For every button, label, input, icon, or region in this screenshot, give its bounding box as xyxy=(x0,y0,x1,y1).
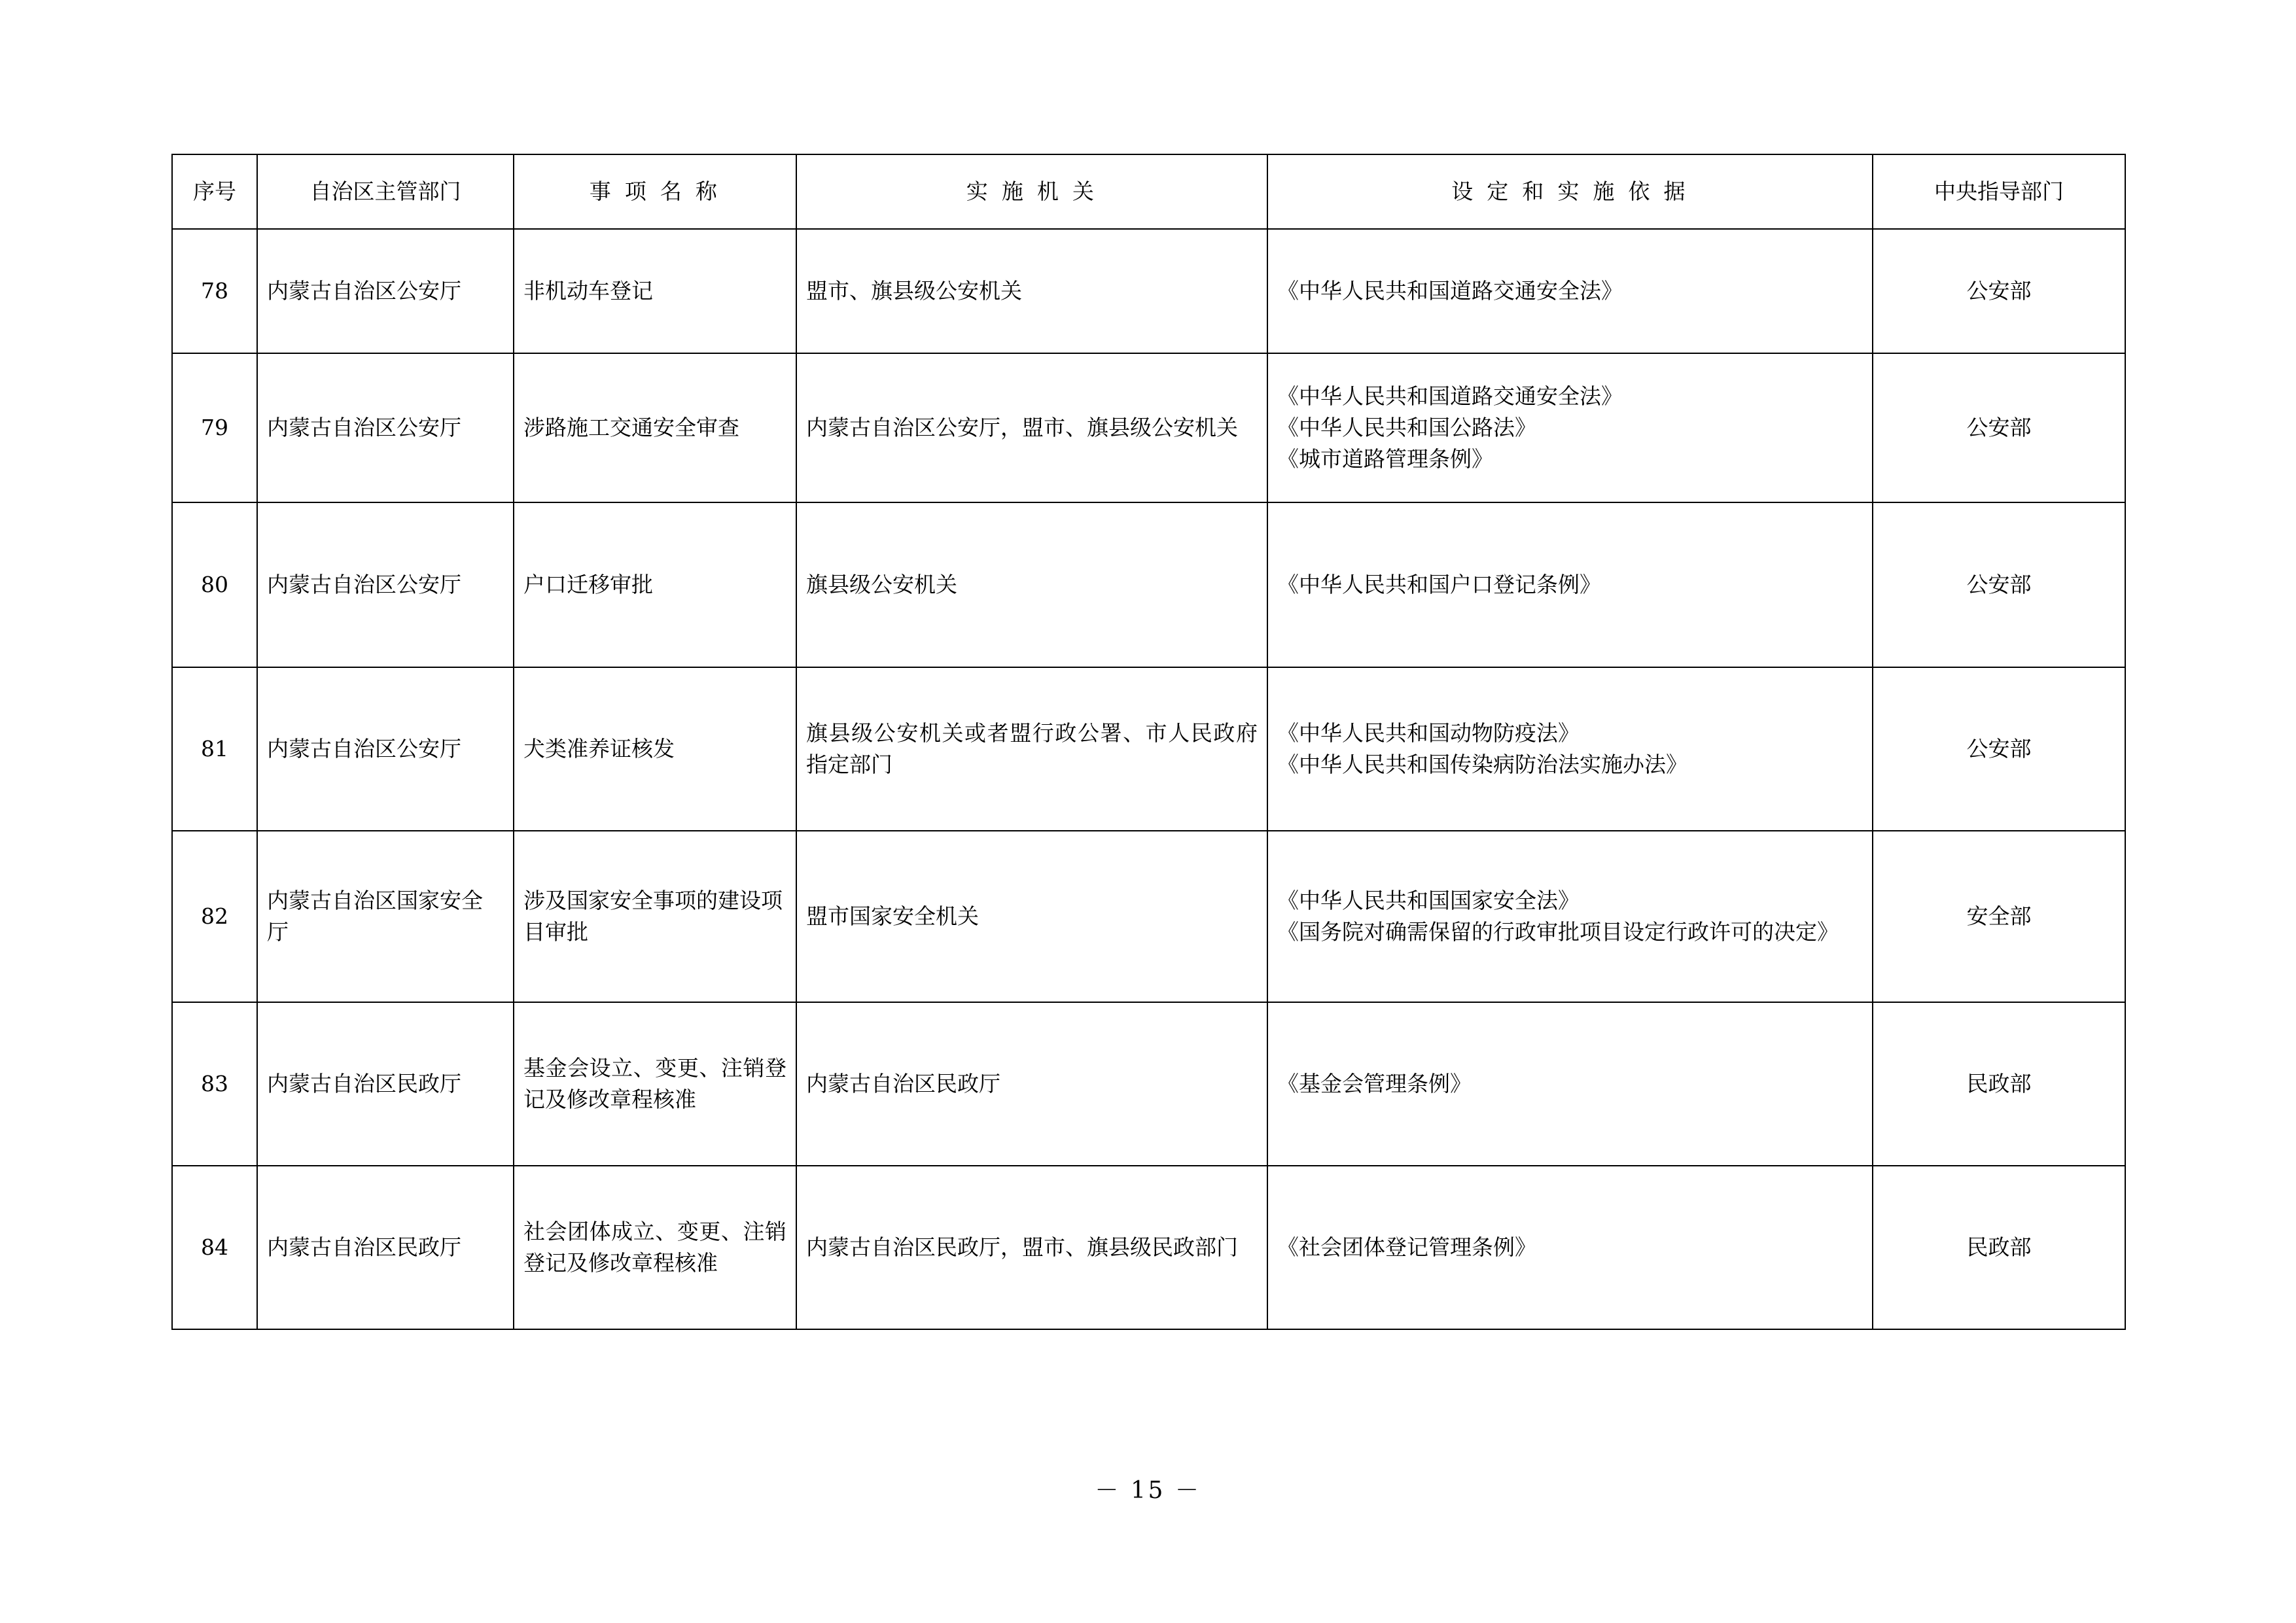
cell-basis xyxy=(1267,353,1873,502)
basis-line: 《基金会管理条例》 xyxy=(1277,1071,1472,1097)
cell-item-name: 涉及国家安全事项的建设项目审批 xyxy=(514,831,796,1002)
cell-item-name: 基金会设立、变更、注销登记及修改章程核准 xyxy=(514,1002,796,1166)
cell-department: 内蒙古自治区公安厅 xyxy=(257,353,514,502)
basis-line: 《中华人民共和国动物防疫法》 xyxy=(1277,720,1580,746)
table-row xyxy=(172,1002,2125,1166)
cell-department: 内蒙古自治区民政厅 xyxy=(257,1166,514,1329)
table-header-row xyxy=(172,154,2125,229)
administrative-items-table-wrapper xyxy=(171,154,2125,1330)
column-header-seq: 序号 xyxy=(172,154,257,229)
cell-central-department: 公安部 xyxy=(1873,667,2125,831)
column-header-basis: 设 定 和 实 施 依 据 xyxy=(1267,154,1873,229)
column-header-department: 自治区主管部门 xyxy=(257,154,514,229)
cell-basis xyxy=(1267,1166,1873,1329)
cell-seq: 82 xyxy=(172,831,257,1002)
cell-implementing-organ: 旗县级公安机关 xyxy=(796,502,1267,667)
cell-basis xyxy=(1267,831,1873,1002)
cell-seq: 80 xyxy=(172,502,257,667)
cell-basis xyxy=(1267,667,1873,831)
basis-line: 《中华人民共和国传染病防治法实施办法》 xyxy=(1277,752,1687,777)
cell-central-department: 公安部 xyxy=(1873,229,2125,353)
cell-seq: 83 xyxy=(172,1002,257,1166)
cell-basis xyxy=(1267,502,1873,667)
cell-item-name: 社会团体成立、变更、注销登记及修改章程核准 xyxy=(514,1166,796,1329)
cell-department: 内蒙古自治区民政厅 xyxy=(257,1002,514,1166)
table-body xyxy=(172,229,2125,1329)
cell-central-department: 民政部 xyxy=(1873,1166,2125,1329)
cell-implementing-organ: 盟市、旗县级公安机关 xyxy=(796,229,1267,353)
cell-implementing-organ: 内蒙古自治区民政厅 xyxy=(796,1002,1267,1166)
table-row xyxy=(172,229,2125,353)
cell-seq: 84 xyxy=(172,1166,257,1329)
table-row xyxy=(172,667,2125,831)
cell-department: 内蒙古自治区公安厅 xyxy=(257,667,514,831)
column-header-implementing-organ: 实 施 机 关 xyxy=(796,154,1267,229)
column-header-item-name: 事 项 名 称 xyxy=(514,154,796,229)
basis-line: 《中华人民共和国道路交通安全法》 xyxy=(1277,383,1623,410)
administrative-items-table xyxy=(171,154,2126,1330)
table-row xyxy=(172,1166,2125,1329)
cell-seq: 81 xyxy=(172,667,257,831)
cell-department: 内蒙古自治区国家安全厅 xyxy=(257,831,514,1002)
cell-implementing-organ: 盟市国家安全机关 xyxy=(796,831,1267,1002)
table-row xyxy=(172,353,2125,502)
cell-central-department: 公安部 xyxy=(1873,502,2125,667)
cell-implementing-organ: 内蒙古自治区公安厅，盟市、旗县级公安机关 xyxy=(796,353,1267,502)
cell-central-department: 公安部 xyxy=(1873,353,2125,502)
cell-department: 内蒙古自治区公安厅 xyxy=(257,502,514,667)
table-row xyxy=(172,502,2125,667)
cell-implementing-organ: 内蒙古自治区民政厅，盟市、旗县级民政部门 xyxy=(796,1166,1267,1329)
cell-item-name: 户口迁移审批 xyxy=(514,502,796,667)
table-header xyxy=(172,154,2125,229)
cell-item-name: 非机动车登记 xyxy=(514,229,796,353)
basis-line: 《社会团体登记管理条例》 xyxy=(1277,1234,1536,1261)
basis-line: 《中华人民共和国公路法》 xyxy=(1277,415,1536,441)
column-header-central-department: 中央指导部门 xyxy=(1873,154,2125,229)
page-number: － 15 － xyxy=(1095,1477,1201,1504)
basis-line: 《中华人民共和国户口登记条例》 xyxy=(1277,572,1601,598)
cell-department: 内蒙古自治区公安厅 xyxy=(257,229,514,353)
cell-central-department: 民政部 xyxy=(1873,1002,2125,1166)
cell-basis xyxy=(1267,229,1873,353)
basis-line: 《中华人民共和国道路交通安全法》 xyxy=(1277,278,1623,304)
basis-line: 《中华人民共和国国家安全法》 xyxy=(1277,888,1580,914)
cell-basis xyxy=(1267,1002,1873,1166)
table-row xyxy=(172,831,2125,1002)
cell-seq: 78 xyxy=(172,229,257,353)
cell-implementing-organ: 旗县级公安机关或者盟行政公署、市人民政府指定部门 xyxy=(796,667,1267,831)
basis-line: 《国务院对确需保留的行政审批项目设定行政许可的决定》 xyxy=(1277,919,1839,945)
cell-central-department: 安全部 xyxy=(1873,831,2125,1002)
basis-line: 《城市道路管理条例》 xyxy=(1277,445,1493,472)
cell-seq: 79 xyxy=(172,353,257,502)
cell-item-name: 犬类准养证核发 xyxy=(514,667,796,831)
cell-item-name: 涉路施工交通安全审查 xyxy=(514,353,796,502)
